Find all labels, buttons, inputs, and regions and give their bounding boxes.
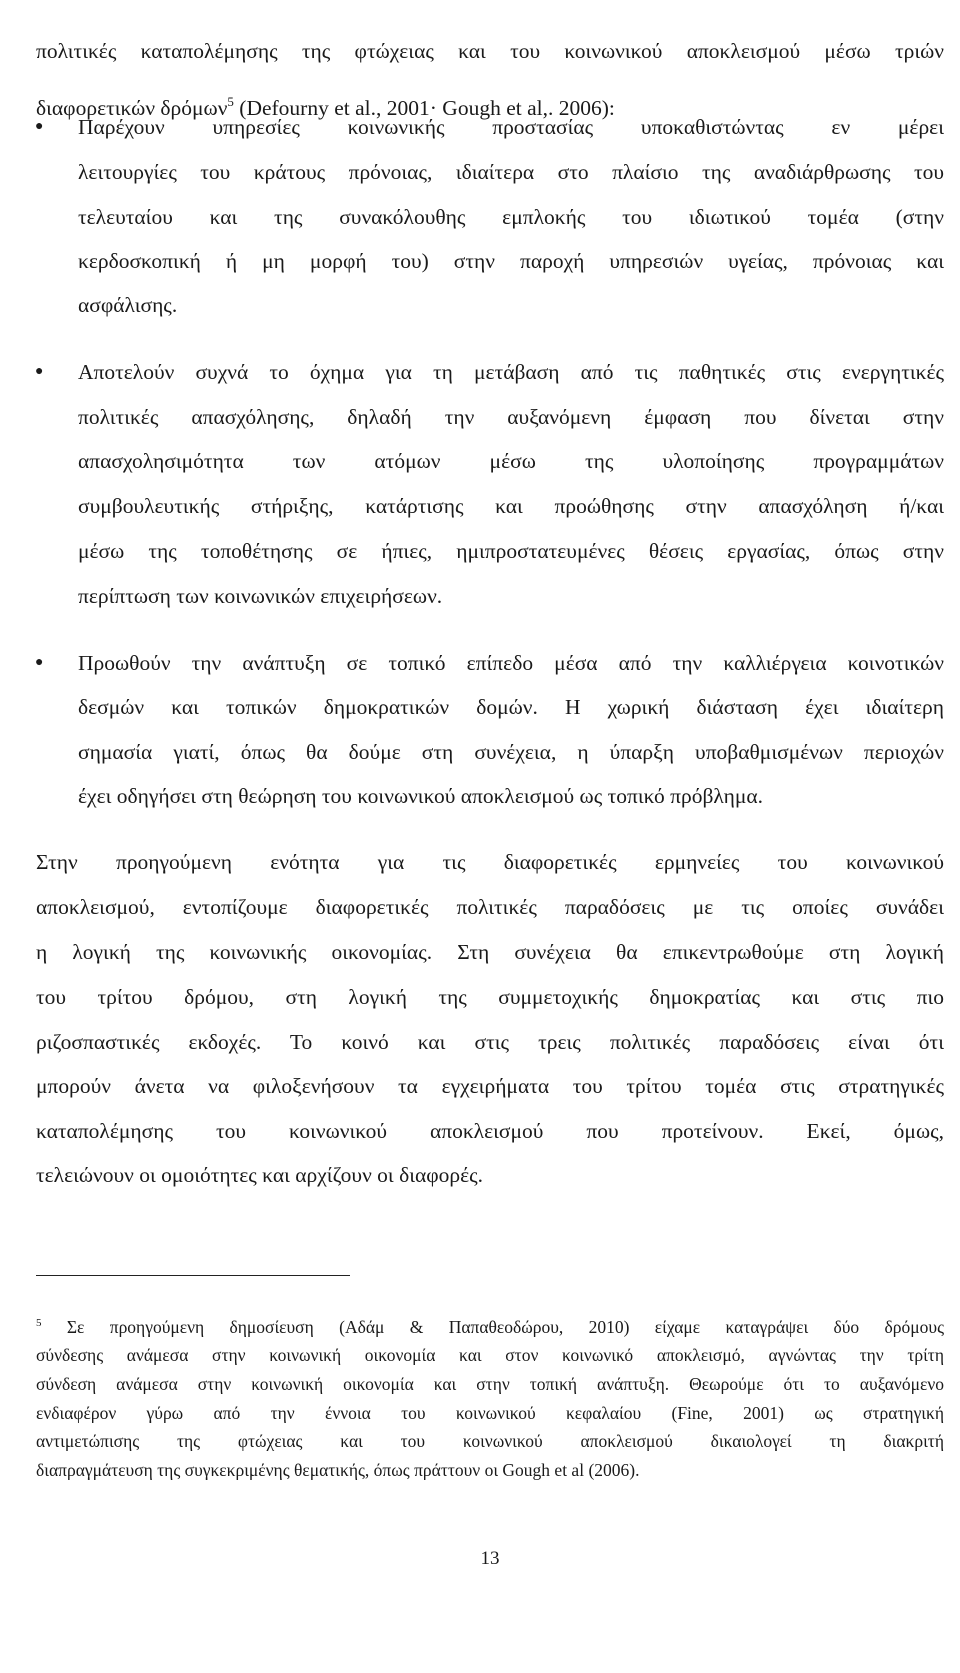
bullet-line: συμβουλευτικής στήριξης, κατάρτισης και προώθησης στην απασχόληση ή/και (78, 494, 944, 518)
intro-line-1: πολιτικές καταπολέμησης της φτώχειας και του κοινωνικού αποκλεισμού μέσω τριών (36, 39, 944, 63)
paragraph-line: μπορούν άνετα να φιλοξενήσουν τα εγχειρήματα του τρίτου τομέα στις στρατηγικές (36, 1074, 944, 1098)
bullet-line: ασφάλισης. (78, 293, 178, 317)
paragraph-line: η λογική της κοινωνικής οικονομίας. Στη συνέχεια θα επικεντρωθούμε στη λογική (36, 940, 944, 964)
bullet-line: Προωθούν την ανάπτυξη σε τοπικό επίπεδο μέσα από την καλλιέργεια κοινοτικών (78, 651, 944, 675)
page-number: 13 (480, 1548, 500, 1569)
footnote-line: ενδιαφέρον γύρω από την έννοια του κοινωνικού κεφαλαίου (Fine, 2001) ως στρατηγική (36, 1403, 944, 1423)
intro-citation: (Defourny et al., 2001· Gough et al,. 2006): (233, 96, 615, 120)
footnote-number: 5 (36, 1317, 42, 1329)
bullet-line: μέσω της τοποθέτησης σε ήπιες, ημιπροστατευμένες θέσεις εργασίας, όπως στην (78, 539, 944, 563)
bullet-line: απασχολησιμότητα των ατόμων μέσω της υλοποίησης προγραμμάτων (78, 449, 944, 473)
paragraph-line: καταπολέμησης του κοινωνικού αποκλεισμού που προτείνουν. Εκεί, όμως, (36, 1119, 944, 1143)
bullet-line: πολιτικές απασχόλησης, δηλαδή την αυξανόμενη έμφαση που δίνεται στην (78, 405, 944, 429)
bullet-line: κερδοσκοπική ή μη μορφή του) στην παροχή υπηρεσιών υγείας, πρόνοιας και (78, 249, 944, 273)
footnote-line: σύνδεση ανάμεσα στην κοινωνική οικονομία και στην τοπική ανάπτυξη. Θεωρούμε ότι το αυξανόμενο (36, 1374, 944, 1394)
paragraph-line: του τρίτου δρόμου, στη λογική της συμμετοχικής δημοκρατίας και στις πιο (36, 985, 944, 1009)
bullet-dot-icon: ● (35, 364, 44, 379)
bullet-line: έχει οδηγήσει στη θεώρηση του κοινωνικού αποκλεισμού ως τοπικό πρόβλημα. (78, 784, 764, 808)
paragraph-line: Στην προηγούμενη ενότητα για τις διαφορετικές ερμηνείες του κοινωνικού (36, 850, 944, 874)
bullet-line: περίπτωση των κοινωνικών επιχειρήσεων. (78, 584, 443, 608)
footnote-line (36, 1314, 944, 1340)
bullet-dot-icon: ● (35, 655, 44, 670)
footnote-line: διαπραγμάτευση της συγκεκριμένης θεματικής, όπως πράττουν οι Gough et al (2006). (36, 1460, 640, 1480)
bullet-line: δεσμών και τοπικών δημοκρατικών δομών. Η χωρική διάσταση έχει ιδιαίτερη (78, 695, 944, 719)
footnote-line: αντιμετώπισης της φτώχειας και του κοινωνικού αποκλεισμού δικαιολογεί τη διακριτή (36, 1431, 944, 1451)
paragraph-line: αποκλεισμού, εντοπίζουμε διαφορετικές πολιτικές παραδόσεις με τις οποίες συνάδει (36, 895, 944, 919)
bullet-line: σημασία γιατί, όπως θα δούμε στη συνέχεια, η ύπαρξη υποβαθμισμένων περιοχών (78, 740, 944, 764)
bullet-line: τελευταίου και της συνακόλουθης εμπλοκής του ιδιωτικού τομέα (στην (78, 205, 944, 229)
bullet-line: Αποτελούν συχνά το όχημα για τη μετάβαση από τις παθητικές στις ενεργητικές (78, 360, 944, 384)
paragraph-line: τελειώνουν οι ομοιότητες και αρχίζουν οι διαφορές. (36, 1163, 484, 1187)
bullet-line: λειτουργίες του κράτους πρόνοιας, ιδιαίτερα στο πλαίσιο της αναδιάρθρωσης του (78, 160, 944, 184)
footnote-text: Σε προηγούμενη δημοσίευση (Αδάμ & Παπαθεοδώρου, 2010) είχαμε καταγράψει δύο δρόμους (41, 1317, 944, 1337)
paragraph-line: ριζοσπαστικές εκδοχές. Το κοινό και στις τρεις πολιτικές παραδόσεις είναι ότι (36, 1030, 944, 1054)
footnote-separator (36, 1275, 350, 1276)
bullet-dot-icon: ● (35, 119, 44, 134)
bullet-line: Παρέχουν υπηρεσίες κοινωνικής προστασίας υποκαθιστώντας εν μέρει (78, 115, 944, 139)
footnote-line: σύνδεσης ανάμεσα στην κοινωνική οικονομία και στον κοινωνικό αποκλεισμό, αγνώντας την τρίτη (36, 1345, 944, 1365)
intro-text: διαφορετικών δρόμων (36, 96, 228, 120)
footnote-reference: 5 (227, 94, 234, 109)
